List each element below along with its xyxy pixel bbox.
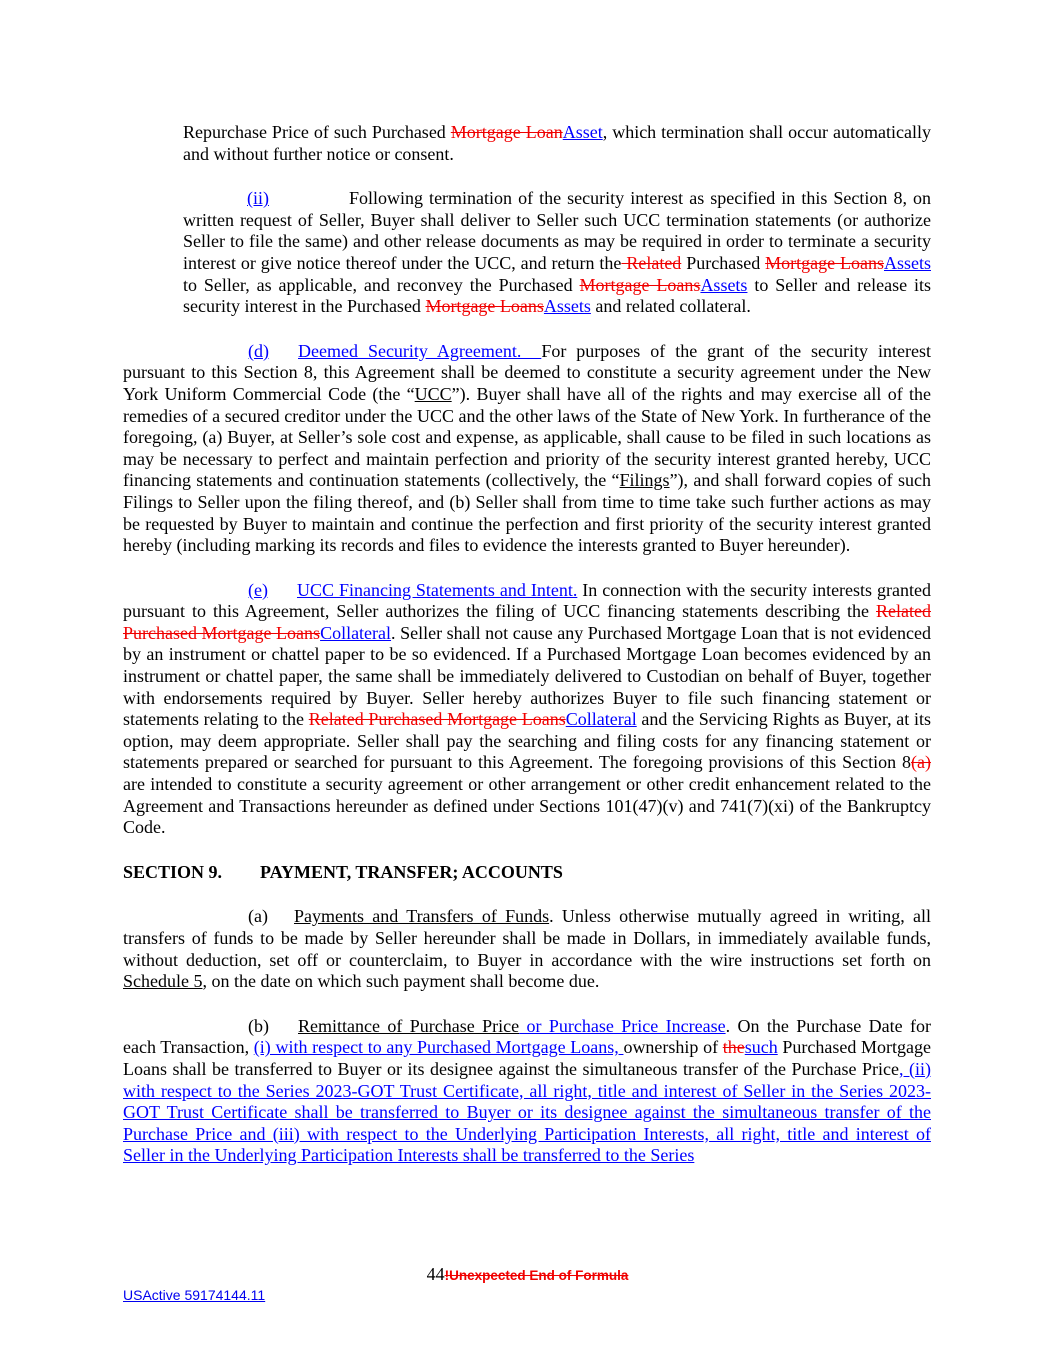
inserted-text-run: Asset [562,122,603,142]
inserted-text-run: Deemed Security Agreement. [298,340,542,361]
deleted-text-run: (a) [911,752,931,773]
unexpected-end-of-formula-error-text: !Unexpected End of Formula [444,1268,629,1283]
paragraph-clause-a-payments-and-transfers [123,906,931,992]
tab-spacer [222,877,260,878]
paragraph-repurchase-continuation [183,122,931,165]
text-run: . Seller shall not cause any Purchased Mortgage Loan that is not evidenced by an instrument or chattel paper to be so evidenced. If a Purchased Mortgage Loan becomes evidenced by an instrument or chattel paper, the same shall be immediately delivered to Custodian on behalf of Buyer, together with endorsements required by Buyer. Seller hereby authorizes Buyer to file such financing statement or statements relating to the [123,622,932,730]
bold-text-run: PAYMENT, TRANSFER; ACCOUNTS [260,861,563,882]
inserted-text-run: (ii) [247,188,269,209]
inserted-text-run: Collateral [565,709,637,730]
text-run: Repurchase Price of such Purchased [183,122,451,142]
text-run: (b) [248,1015,269,1036]
deleted-text-run: Mortgage Loans [579,274,701,295]
document-body [123,122,931,1190]
tab-spacer [269,203,349,204]
document-id-stamp: USActive 59174144.11 [123,1287,266,1303]
text-run: Purchased Mortgage Loans shall be transferred to Buyer or its designee against the simultaneous transfer of the Purchase Price [123,1037,931,1079]
text-run: and the Servicing Rights as Buyer, at its option, may deem appropriate. Seller shall pay the searching and filing costs for any financing statement or statements prepared or searched for pursuant to this Agreement. The foregoing provisions of this Section 8 [123,709,931,773]
text-run: ”), and shall forward copies of such Filings to Seller upon the filing thereof, and (b) Seller shall from time to time take such further actions as may be requested by Buyer to maintain and continue the perfection and first priority of the security interest granted hereby (including marking its records and files to evidence the interests granted to Buyer hereunder). [123,470,931,556]
text-run: , on the date on which such payment shall become due. [202,971,600,992]
deleted-text-run: Mortgage Loan [450,122,563,142]
text-run: to Seller, as applicable, and reconvey the Purchased [183,274,580,295]
underlined-text-run: Payments and Transfers of Funds [293,906,550,927]
text-run: ownership of [623,1037,723,1058]
underlined-text-run: Remittance of Purchase Price [298,1015,520,1036]
deleted-text-run: the [722,1037,745,1058]
paragraph-clause-b-remittance-of-purchase-price [123,1016,931,1167]
page-footer-center [0,1264,1055,1287]
deleted-text-run: Related Purchased Mortgage Loans [308,709,566,730]
inserted-text-run: Collateral [320,622,392,643]
tab-spacer [268,595,297,596]
text-run: . On the Purchase Date for each Transaction, [123,1015,931,1058]
text-run: For purposes of the grant of the security interest pursuant to this Section 8, this Agreement shall be deemed to constitute a security agreement under the New York Uniform Commercial Code (the “ [123,340,931,404]
inserted-text-run: (i) with respect to any Purchased Mortgage Loans, [253,1037,624,1058]
inserted-text-run: (e) [248,579,268,600]
underlined-text-run: Schedule 5 [123,971,203,992]
tab-spacer [268,921,294,922]
text-run: In connection with the security interests granted pursuant to this Agreement, Seller authorizes the filing of UCC financing statements describing the [123,579,931,622]
inserted-text-run: UCC Financing Statements and Intent. [296,579,578,600]
underlined-text-run: Filings [619,470,670,491]
underlined-text-run: UCC [414,383,452,404]
paragraph-clause-ii [183,188,931,318]
paragraph-clause-e-ucc-financing-statements [123,580,931,839]
bold-text-run: SECTION 9. [123,861,223,882]
tab-spacer [269,356,298,357]
text-run: are intended to constitute a security agreement or other arrangement or other credit enhancement related to the Agreement and Transactions hereunder as defined under Sections 101(47)(v) and 741(7)(xi) of the Bankruptcy Code. [123,774,931,838]
inserted-text-run: such [744,1037,778,1058]
deleted-text-run: Mortgage Loans [765,252,884,273]
text-run: to Seller and release its security interest in the Purchased [183,274,932,317]
inserted-text-run: (d) [248,340,269,361]
text-run: , which termination shall occur automatically and without further notice or consent. [183,122,931,164]
inserted-text-run: , (ii) with respect to the Series 2023-GOT Trust Certificate, all right, title and interest of Seller in the Series 2023-GOT Trust Certificate shall be transferred to Buyer or its designee against the simultaneous transfer of the Purchase Price and (iii) with respect to the Underlying Participation Interests, all right, title and interest of Seller in the Underlying Participation Interests shall be transferred to the Series [123,1058,931,1166]
deleted-text-run: Related [621,252,682,273]
text-run: Following termination of the security interest as specified in this Section 8, on written request of Seller, Buyer shall deliver to Seller such UCC termination statements (or authorize Seller to file the same) and other release documents as may be required in order to terminate a security interest or give notice thereof under the UCC, and return the [183,188,931,273]
deleted-text-run: Mortgage Loans [425,296,544,317]
inserted-text-run: Assets [543,296,591,317]
tab-spacer [269,1031,298,1032]
inserted-text-run: Assets [700,274,748,295]
text-run: Purchased [681,252,766,273]
page-number: 44 [426,1264,445,1284]
text-run: and related collateral. [590,296,751,317]
inserted-text-run: or Purchase Price Increase [519,1015,726,1036]
deleted-text-run: Related Purchased Mortgage Loans [123,601,931,643]
text-run: . Unless otherwise mutually agreed in writing, all transfers of funds to be made by Seller hereunder shall be made in Dollars, in immediately available funds, without deduction, set off or counterclaim, to Buyer in accordance with the wire instructions set forth on [123,906,931,970]
section-9-heading [123,862,931,884]
inserted-text-run: Assets [883,252,931,273]
paragraph-clause-d-deemed-security-agreement [123,341,931,557]
text-run: (a) [248,906,268,927]
text-run: ”). Buyer shall have all of the rights and may exercise all of the remedies of a secured creditor under the UCC and the other laws of the State of New York. In furtherance of the foregoing, (a) Buyer, at Seller’s sole cost and expense, as applicable, shall cause to be filed in such locations as may be necessary to perfect and maintain perfection and priority of the security interest granted hereby, UCC financing statements and continuation statements (collectively, the “ [123,383,931,491]
